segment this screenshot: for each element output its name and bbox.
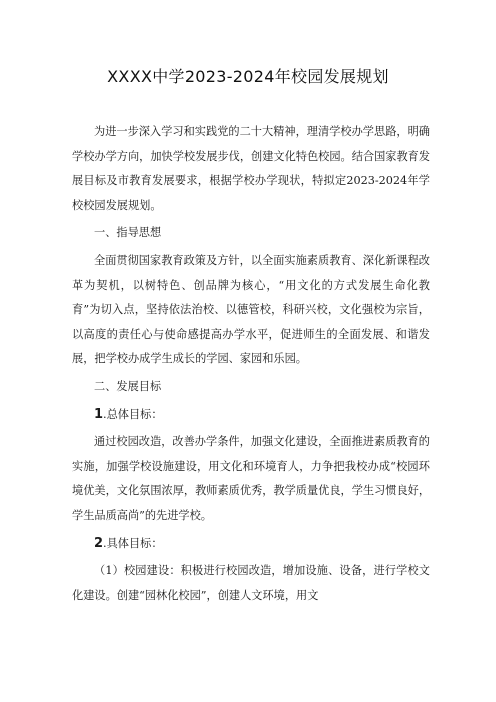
section-heading-guiding-ideology: 一、指导思想 [94,226,162,240]
intro-paragraph: 为进一步深入学习和实践党的二十大精神，理清学校办学思路，明确学校办学方向，加快学校发展步伐，创建文化特色校园。结合国家教育发展目标及市教育发展要求，根据学校办学现状，特拟定2023-2024年学校校园发展规划。 [72,125,431,212]
subheading-number: 2 [94,535,104,551]
subheading-label: .具体目标： [103,536,163,550]
subheading-specific-goals [72,532,430,557]
subheading-label: .总体目标： [103,407,163,421]
overall-goals-paragraph: 通过校园改造，改善办学条件，加强文化建设，全面推进素质教育的实施，加强学校设施建设，用文化和环境育人，力争把我校办成“校园环境优美，文化氛围浓厚，教师素质优秀，教学质量优良，学生习惯良好，学生品质高尚”的先进学校。 [72,435,431,522]
document-body [72,120,430,608]
guiding-ideology-paragraph: 全面贯彻国家教育政策及方针，以全面实施素质教育、深化新课程改革为契机，以树特色、创品牌为核心，“用文化的方式发展生命化教育”为切入点，坚持依法治校、以德管校，科研兴校，文化强校为宗旨，以高度的责任心与使命感提高办学水平，促进师生的全面发展、和谐发展，把学校办成学生成长的学园、家园和乐园。 [72,253,430,366]
section-heading-development-goals: 二、发展目标 [94,379,162,393]
campus-construction-paragraph: （1）校园建设：积极进行校园改造，增加设施、设备，进行学校文化建设。创建“园林化校园”，创建人文环境，用文 [72,564,430,602]
subheading-number: 1 [94,406,104,422]
document-title: XXXX中学2023-2024年校园发展规划 [107,67,389,86]
subheading-overall-goals [72,403,430,428]
